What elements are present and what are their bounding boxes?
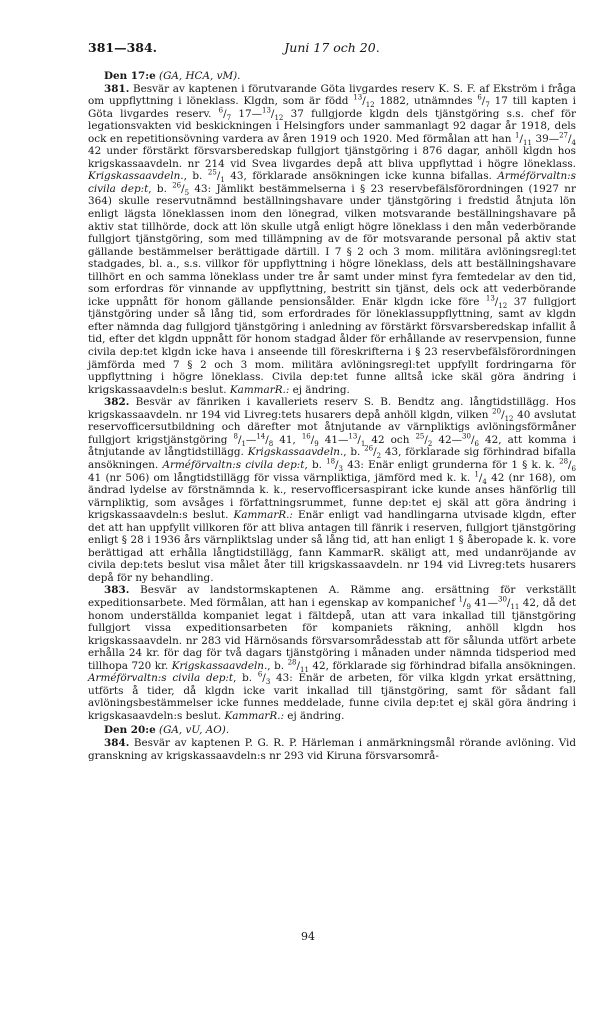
fraction-denominator: 4: [482, 477, 487, 486]
fraction-denominator: 11: [523, 138, 532, 147]
fraction-numerator: 6: [257, 670, 263, 679]
fraction-numerator: 14: [256, 432, 266, 441]
fraction-denominator: 5: [184, 189, 190, 197]
fraction-denominator: 12: [365, 101, 375, 110]
case-383: [88, 584, 576, 722]
italic-text: Krigskassaavdeln.: [247, 446, 344, 459]
case-text: Besvär av landstormskaptenen A. Rämme ang. ersättning för verkställt expeditionsarbete. Med förmålan, att han i egenskap av kompanichef $^1/_9$ $41—^{30}/_{11}$ 42, då det honom underställda kompaniet legat i fältdepå, utan att vara inkallad till tjänstgöring fullgjort vissa expeditionsarbeten för kompaniets räkning, anhöll klgdn hos krigskassaavdeln. nr 283 vid Härnösands försvarsområdesstab att för sålunda utfört arbete erhålla 24 kr. för dag för två dagars tjänstgöring i månaden under nämnda tidsperiod med tillhopa 720 kr. Krigskassaavdeln., b. $^{28}/_{11}$ 42, förklarade sig förhindrad bifalla ansökningen. Arméförvaltn:s civila dep:t, b. $^6/_3$ 43: Enär de arbeten, för vilka klgdn yrkat ersättning, utförts å tider, då klgdn icke varit inkallad till tjänstgöring, samt för sådant fall avlöningsbestämmelser icke funnes meddelade, funne civila dep:tet ej skäl göra ändring i krigskasaavdeln:s beslut. KammarR.: ej ändring.: [88, 584, 576, 722]
italic-text: Krigskassaavdeln.: [88, 170, 184, 183]
case-text: Besvär av kaptenen P. G. R. P. Härleman i anmärkningsmål rörande avlöning. Vid granskning av krigskassaavdeln:s nr 293 vid Kiruna försvarsområ-: [88, 736, 576, 762]
fraction-numerator: 28: [559, 457, 569, 466]
fraction-denominator: 7: [485, 101, 490, 110]
fraction-numerator: 1: [515, 131, 520, 140]
italic-text: Arméförvaltn:s civila dep:t: [88, 672, 234, 685]
case-382: [88, 396, 576, 584]
date-heading: Den 20:e (GA, vU, AO).: [104, 724, 230, 737]
document-body: [88, 68, 576, 762]
fraction-numerator: 8: [233, 432, 238, 441]
italic-text: KammarR.:: [224, 709, 284, 722]
italic-text: Arméförvaltn:s civila dep:t: [162, 458, 305, 471]
case-381: [88, 83, 576, 397]
fraction-numerator: 26: [364, 444, 374, 453]
fraction-numerator: 28: [287, 658, 297, 667]
case-number: 381.: [104, 82, 130, 95]
fraction-denominator: 12: [498, 301, 508, 310]
fraction-denominator: 12: [504, 414, 514, 423]
fraction-numerator: 6: [477, 93, 482, 102]
fraction-denominator: 8: [268, 439, 274, 448]
fraction-numerator: 16: [301, 432, 311, 441]
fraction-numerator: 30: [498, 595, 507, 604]
fraction-denominator: 3: [338, 465, 344, 474]
fraction-numerator: 25: [207, 168, 217, 177]
section-range: 381—384.: [88, 40, 158, 55]
fraction-numerator: 13: [262, 106, 271, 115]
case-number: 383.: [104, 584, 130, 597]
date-heading: Den 17:e (GA, HCA, vM).: [104, 70, 241, 82]
fraction-numerator: 13: [348, 432, 358, 441]
fraction-denominator: 1: [360, 439, 366, 448]
fraction-denominator: 9: [314, 439, 319, 448]
case-text: Besvär av fänriken i kavalleriets reserv S. B. Bendtz ang. långtidstillägg. Hos krigskassaavdeln. nr 194 vid Livreg:tets husarers depå anhöll klgdn, vilken $^{20}/_{12}$ 40 avslutat reservofficersutbildning och därefter mot åtnjutande av värnpliktigs avlöningsförmåner fullgjort krigstjänstgöring $^8/_1—^{14}/_8$ 41, $^{16}/_9$ $41—^{13}/_1$ 42 och $^{25}/_2$ $42—^{30}/_6$ 42, att komma i åtnjutande av långtidstillägg. Krigskassaavdeln., b. $^{26}/_2$ 43, förklarade sig förhindrad bifalla ansökningen. Arméförvaltn:s civila dep:t, b. $^{18}/_3$ 43: Enär enligt grunderna för 1 § k. k. $^{28}/_6$ 41 (nr 506) om långtidstillägg för vissa värnpliktiga, jämförd med k. k. $^1/_4$ 42 (nr 168), om ändrad lydelse av förstnämnda k. k., reservofficersaspirant icke kunde anses hänförlig till värnpliktig, som avsåges i författningsrummet, funne dep:tet ej skäl att göra ändring i krigskassaavdeln:s beslut. KammarR.: Enär enligt vad handlingarna utvisade klgdn, efter det att han uppfyllt villkoren för att bliva antagen till fänrik i reserven, fullgjort tjänstgöring enligt § 28 i 1936 års värnpliktslag under så lång tid, att han enligt 1 § åberopade k. k. vore berättigad att erhålla långtidstillägg, fann KammarR. skäligt att, med undanröjande av civila dep:tets beslut visa målet åter till krigskassaavdeln. nr 194 vid Livreg:tets husarers depå för ny behandling.: [88, 396, 577, 584]
fraction-numerator: 6: [218, 106, 224, 115]
italic-text: Arméförvaltn:s civila dep:t: [88, 170, 576, 195]
fraction-numerator: 18: [326, 457, 336, 466]
fraction-numerator: 26: [172, 181, 182, 190]
case-number: 384.: [104, 736, 130, 749]
fraction-denominator: 6: [571, 465, 577, 474]
fraction-numerator: 25: [415, 432, 425, 441]
fraction-denominator: 1: [241, 439, 246, 448]
fraction-denominator: 1: [220, 176, 225, 185]
fraction-numerator: 27: [559, 131, 569, 140]
fraction-numerator: 20: [492, 407, 502, 416]
fraction-denominator: 2: [376, 452, 382, 461]
fraction-denominator: 3: [265, 678, 271, 687]
fraction-numerator: 13: [353, 93, 363, 102]
case-number: 382.: [104, 396, 130, 409]
case-384: [88, 737, 576, 762]
fraction-denominator: 7: [226, 113, 232, 122]
fraction-denominator: 9: [466, 603, 471, 612]
italic-text: KammarR.:: [233, 509, 293, 522]
fraction-numerator: 1: [458, 595, 463, 604]
fraction-numerator: 1: [474, 470, 479, 479]
fraction-denominator: 11: [510, 603, 520, 612]
case-text: Besvär av kaptenen i förutvarande Göta livgardes reserv K. S. F. af Ekström i fråga om uppflyttning i löneklass. Klgdn, som är född $^{13}/_{12}$ 1882, utnämndes $^6/_7$ 17 till kapten i Göta livgardes reserv. $^6/_7$ $17—^{13}/_{12}$ 37 fullgjorde klgdn dels tjänstgöring s.s. chef för legationsvakten vid beskickningen i Helsingfors under sammanlagt 92 dagar år 1918, dels ock en repetitionsövning vardera av åren 1919 och 1920. Med förmålan att han $^1/_{11}$ $39—^{27}/_4$ 42 under förstärkt försvarsberedskap fullgjort tjänstgöring i 876 dagar, anhöll klgdn hos krigskassaavdeln. nr 214 vid Svea livgardes depå att bliva uppflyttad i högre löneklass. Krigskassaavdeln., b. $^{25}/_1$ 43, förklarade ansökningen icke kunna bifallas. Arméförvaltn:s civila dep:t, b. $^{26}/_5$ 43: Jämlikt bestämmelserna i § 23 reservbefälsförordningen (1927 nr 364) skulle reservutnämnd beställningshavare under tjänstgöring i fredstid åtnjuta lön enligt lägsta löneklassen inom den lönegrad, vilken motsvarande beställningshavare på aktiv stat tillhörde, dock att lön skulle utgå enligt högre löneklass i den mån vederbörande fullgjort tjänstgöring, som med tillämpning av de för motsvarande personal på aktiv stat gällande bestämmelser berättigade därtill. I 7 § 2 och 3 mom. militära avlöningsregl:tet stadgades, bl. a., s.s. villkor för uppflyttning i högre löneklass, dels att beställningshavare tillhört en och samma löneklass under tre år samt under minst fyra femtedelar av den tid, som erfordras för vinnande av uppflyttning, bestritt sin tjänst, dels ock att vederbörande icke uppnått för honom gällande pensionsålder. Enär klgdn icke före $^{13}/_{12}$ 37 fullgjort tjänstgöring under så lång tid, som erfordrades för löneklassuppflyttning, samt av klgdn efter nämnda dag fullgjord tjänstgöring i anledning av förstärkt försvarsberedskap infallit å tid, efter det klgdn uppnått för honom stadgad ålder för erhållande av reservpension, funne civila dep:tet klgdn icke hava i anseende till föreskrifterna i § 23 reservbefälsförordningen jämförda med 7 § 2 och 3 mom. militära avlöningsregl:tet uppfyllt fordringarna för uppflyttning i högre löneklass. Civila dep:tet funne alltså icke skäl göra ändring i krigskassaavdeln:s beslut. KammarR.: ej ändring.: [88, 82, 576, 396]
fraction-denominator: 11: [300, 665, 309, 674]
fraction-denominator: 2: [427, 439, 433, 448]
page-number: 94: [301, 930, 315, 943]
fraction-denominator: 4: [571, 138, 576, 147]
fraction-numerator: 30: [462, 432, 471, 441]
fraction-denominator: 12: [274, 113, 284, 122]
italic-text: Krigskassaavdeln.: [171, 659, 268, 672]
header-date: Juni 17 och 20.: [284, 40, 380, 55]
italic-text: KammarR.:: [229, 383, 290, 396]
fraction-numerator: 13: [485, 294, 495, 303]
running-header: [88, 40, 576, 60]
fraction-denominator: 6: [474, 439, 479, 448]
